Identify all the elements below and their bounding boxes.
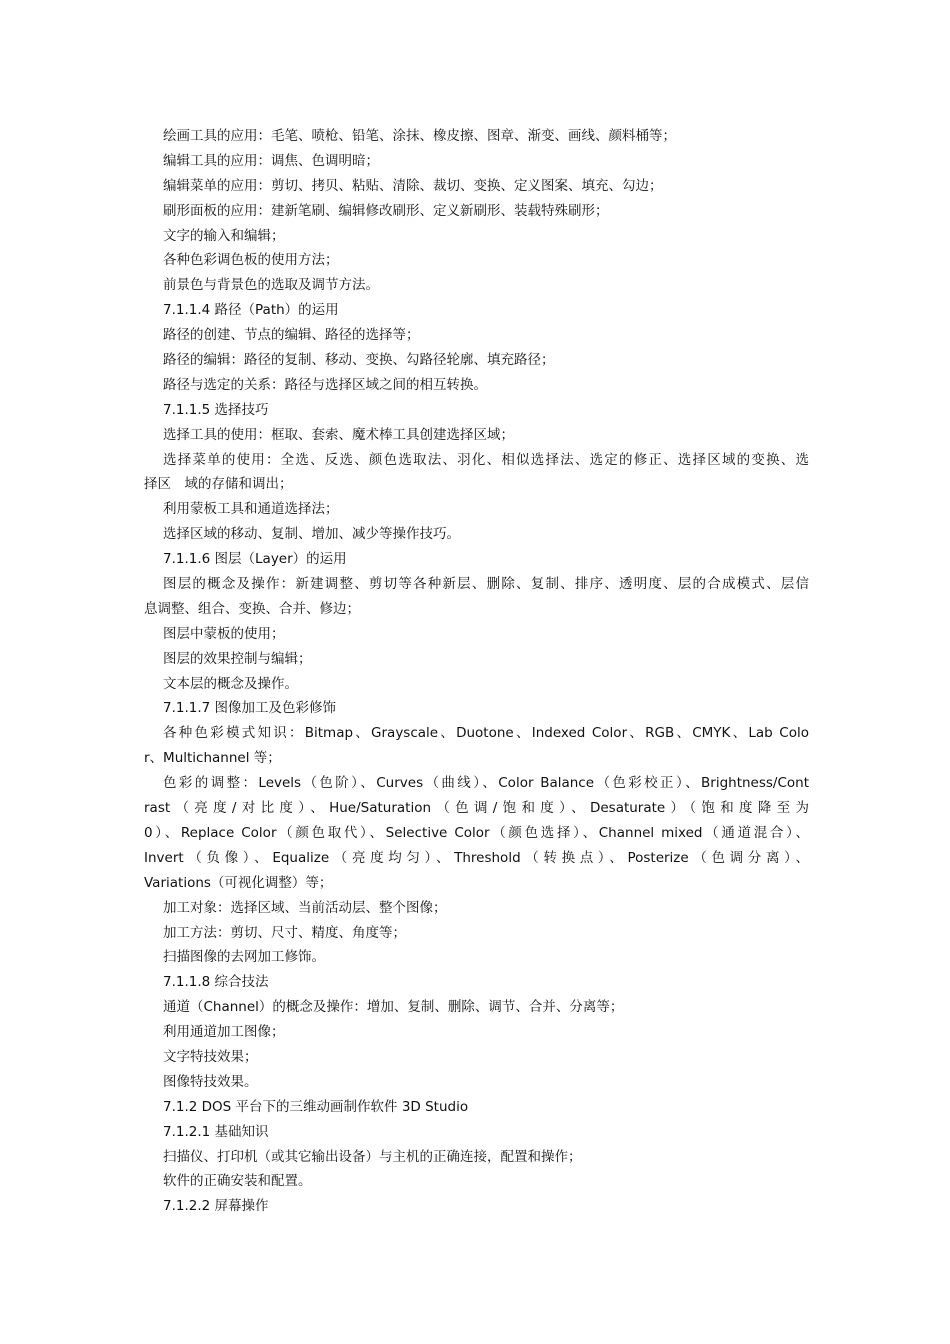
text-line: rast（亮度/对比度）、Hue/Saturation（色调/饱和度）、Desaturate）（饱和度降至为 bbox=[144, 800, 809, 817]
text-line: 息调整、组合、变换、合并、修边； bbox=[144, 600, 360, 617]
text-line: 7.1.1.7 图像加工及色彩修饰 bbox=[163, 700, 337, 717]
text-line: 7.1.1.4 路径（Path）的运用 bbox=[163, 302, 339, 319]
text-line: 选择工具的使用：框取、套索、魔术棒工具创建选择区域； bbox=[163, 426, 514, 443]
text-line: 图像特技效果。 bbox=[163, 1073, 258, 1090]
text-line: 文字的输入和编辑； bbox=[163, 227, 285, 244]
text-line: 7.1.2.2 屏幕操作 bbox=[163, 1198, 269, 1215]
text-line: 绘画工具的应用：毛笔、喷枪、铅笔、涂抹、橡皮擦、图章、渐变、画线、颜料桶等； bbox=[163, 128, 676, 144]
text-line: 路径的创建、节点的编辑、路径的选择等； bbox=[163, 327, 420, 344]
text-line: 图层的概念及操作：新建调整、剪切等各种新层、删除、复制、排序、透明度、层的合成模式、层信 bbox=[163, 576, 809, 593]
text-line: 7.1.1.6 图层（Layer）的运用 bbox=[163, 551, 347, 568]
text-line: Invert（负像）、Equalize（亮度均匀）、Threshold（转换点）、Posterize（色调分离）、 bbox=[144, 849, 809, 866]
text-line: 前景色与背景色的选取及调节方法。 bbox=[163, 277, 379, 294]
text-line: Variations（可视化调整）等； bbox=[144, 874, 333, 891]
text-line: 加工对象：选择区域、当前活动层、整个图像； bbox=[163, 899, 447, 916]
text-line: 软件的正确安装和配置。 bbox=[163, 1173, 312, 1190]
text-line: 扫描图像的去网加工修饰。 bbox=[163, 949, 325, 966]
text-line: 7.1.1.8 综合技法 bbox=[163, 974, 269, 991]
text-line: 图层的效果控制与编辑； bbox=[163, 650, 312, 667]
text-line: 各种色彩调色板的使用方法； bbox=[163, 252, 339, 269]
text-line: 文本层的概念及操作。 bbox=[163, 675, 298, 692]
text-line: 7.1.1.5 选择技巧 bbox=[163, 401, 269, 418]
text-line: 选择菜单的使用：全选、反选、颜色选取法、羽化、相似选择法、选定的修正、选择区域的变换、选 bbox=[163, 451, 809, 468]
text-line: 各种色彩模式知识：Bitmap、Grayscale、Duotone、Indexed Color、RGB、CMYK、Lab Colo bbox=[163, 725, 809, 742]
text-line: 编辑菜单的应用：剪切、拷贝、粘贴、清除、裁切、变换、定义图案、填充、勾边； bbox=[163, 177, 663, 194]
text-line: 7.1.2 DOS 平台下的三维动画制作软件 3D Studio bbox=[163, 1098, 469, 1115]
document-body bbox=[144, 124, 809, 1219]
text-line: 文字特技效果； bbox=[163, 1048, 258, 1065]
text-line: 图层中蒙板的使用； bbox=[163, 625, 285, 642]
text-line: 利用通道加工图像； bbox=[163, 1024, 285, 1041]
text-line: 择区 域的存储和调出； bbox=[144, 476, 293, 493]
text-line: 加工方法：剪切、尺寸、精度、角度等； bbox=[163, 924, 406, 941]
text-line: 7.1.2.1 基础知识 bbox=[163, 1123, 269, 1140]
text-line: 色彩的调整：Levels（色阶）、Curves（曲线）、Color Balance（色彩校正）、Brightness/Cont bbox=[163, 775, 809, 792]
text-line: 0）、Replace Color（颜色取代）、Selective Color（颜色选择）、Channel mixed（通道混合）、 bbox=[144, 824, 809, 841]
text-line: 扫描仪、打印机（或其它输出设备）与主机的正确连接，配置和操作； bbox=[163, 1148, 582, 1165]
text-line: r、Multichannel 等； bbox=[144, 750, 281, 767]
text-line: 利用蒙板工具和通道选择法； bbox=[163, 501, 339, 518]
text-line: 路径与选定的关系：路径与选择区域之间的相互转换。 bbox=[163, 376, 487, 393]
text-line: 通道（Channel）的概念及操作：增加、复制、删除、调节、合并、分离等； bbox=[163, 999, 624, 1016]
text-line: 刷形面板的应用：建新笔刷、编辑修改刷形、定义新刷形、装载特殊刷形； bbox=[163, 202, 609, 219]
text-line: 选择区域的移动、复制、增加、减少等操作技巧。 bbox=[163, 526, 460, 543]
text-line: 编辑工具的应用：调焦、色调明暗； bbox=[163, 152, 379, 169]
text-line: 路径的编辑：路径的复制、移动、变换、勾路径轮廓、填充路径； bbox=[163, 352, 555, 369]
